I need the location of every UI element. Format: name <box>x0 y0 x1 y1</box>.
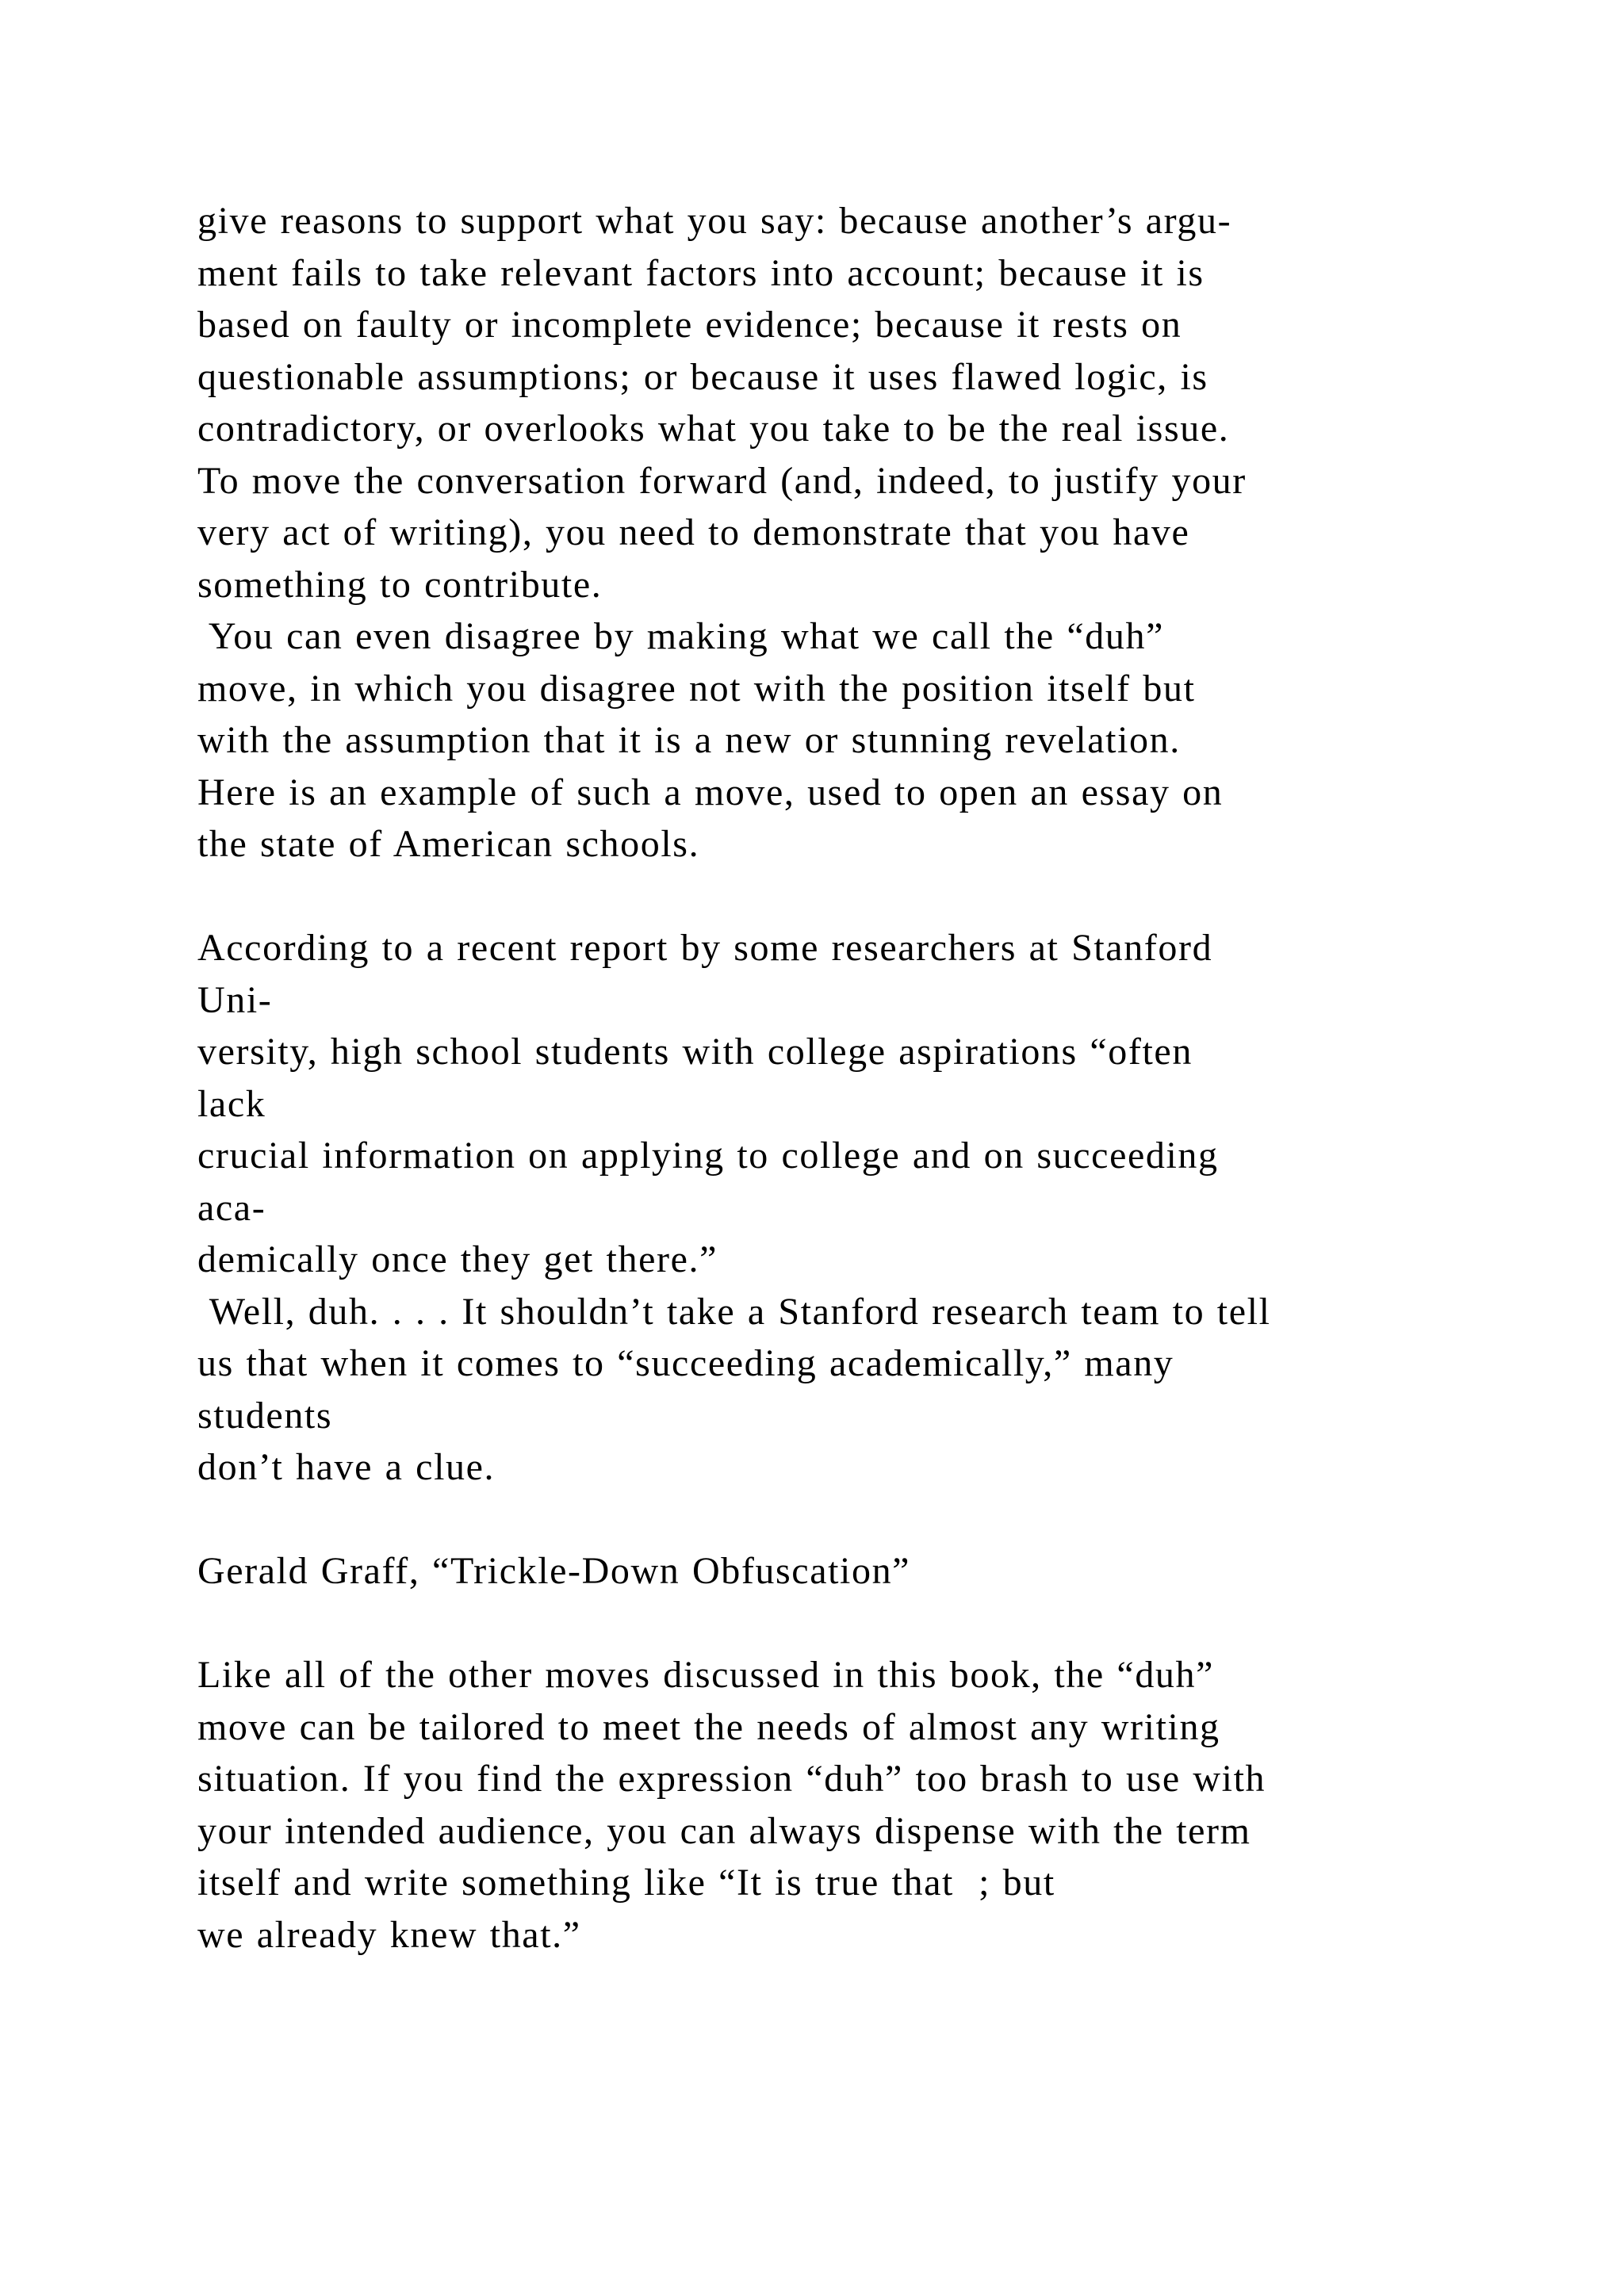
text-line: ment fails to take relevant factors into account; because it is <box>197 251 1205 294</box>
text-line: Like all of the other moves discussed in this book, the “duh” <box>197 1654 1215 1696</box>
quote-line: students <box>197 1394 333 1437</box>
text-line: itself and write something like “It is true that ; but <box>197 1862 1055 1904</box>
quote-line: According to a recent report by some researchers at Stanford <box>197 927 1213 969</box>
quote-line: don’t have a clue. <box>197 1446 496 1488</box>
blank-line <box>197 1598 1545 1650</box>
text-line: move can be tailored to meet the needs of almost any writing <box>197 1705 1220 1748</box>
text-line: You can even disagree by making what we call the “duh” <box>197 615 1164 657</box>
quote-line: us that when it comes to “succeeding academically,” many <box>197 1342 1174 1384</box>
quote-line: demically once they get there.” <box>197 1238 718 1280</box>
text-line: the state of American schools. <box>197 823 700 865</box>
text-line: with the assumption that it is a new or stunning revelation. <box>197 719 1181 761</box>
text-line: something to contribute. <box>197 563 603 606</box>
text-line: Here is an example of such a move, used to open an essay on <box>197 771 1224 813</box>
text-line: your intended audience, you can always dispense with the term <box>197 1809 1251 1852</box>
text-line: contradictory, or overlooks what you take to be the real issue. <box>197 408 1230 450</box>
quote-line: lack <box>197 1082 266 1125</box>
blank-line <box>197 871 1545 923</box>
quote-line: versity, high school students with college aspirations “often <box>197 1031 1193 1073</box>
text-line: we already knew that.” <box>197 1913 581 1956</box>
text-line: based on faulty or incomplete evidence; because it rests on <box>197 304 1182 346</box>
quote-attribution: Gerald Graff, “Trickle-Down Obfuscation” <box>197 1550 911 1592</box>
text-line: very act of writing), you need to demonstrate that you have <box>197 511 1190 553</box>
text-line: move, in which you disagree not with the position itself but <box>197 667 1196 710</box>
quote-line: aca- <box>197 1186 266 1229</box>
quote-line: Uni- <box>197 978 273 1021</box>
text-line: questionable assumptions; or because it uses flawed logic, is <box>197 355 1208 398</box>
blank-line <box>197 1494 1545 1546</box>
quote-line: Well, duh. . . . It shouldn’t take a Stanford research team to tell <box>197 1290 1271 1333</box>
text-line: give reasons to support what you say: because another’s argu- <box>197 200 1232 242</box>
text-line: situation. If you find the expression “duh” too brash to use with <box>197 1758 1266 1800</box>
text-line: To move the conversation forward (and, indeed, to justify your <box>197 459 1247 502</box>
quote-line: crucial information on applying to college and on succeeding <box>197 1135 1219 1177</box>
body-text <box>197 195 1545 1961</box>
